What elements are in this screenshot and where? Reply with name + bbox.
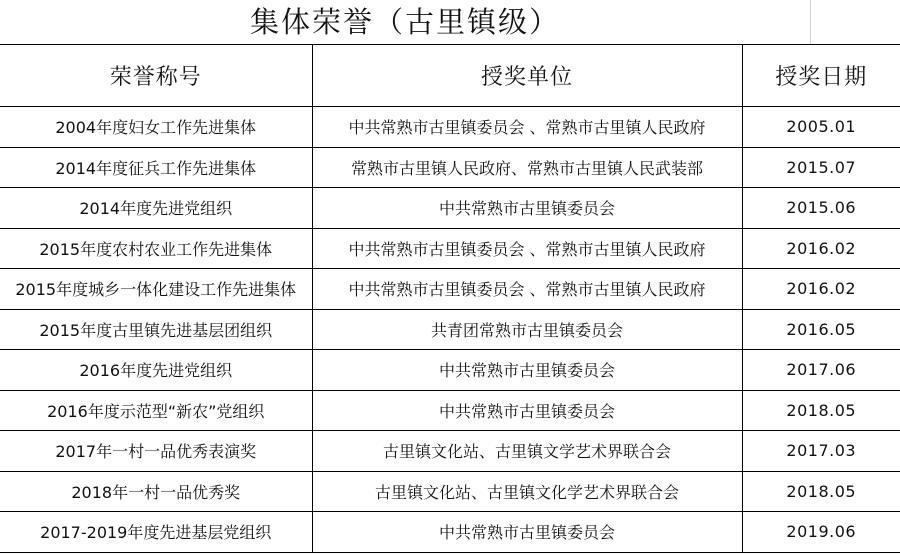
honor-name-cell: 2014年度征兵工作先进集体 — [0, 147, 312, 188]
table-row — [0, 431, 900, 472]
awarding-org-cell: 中共常熟市古里镇委员会 — [312, 512, 742, 553]
honor-name-cell: 2016年度示范型“新农”党组织 — [0, 390, 312, 431]
honor-name-cell: 2014年度先进党组织 — [0, 188, 312, 229]
award-date-cell: 2017.06 — [742, 350, 900, 391]
table-row — [0, 228, 900, 269]
honor-name-cell: 2016年度先进党组织 — [0, 350, 312, 391]
table-row — [0, 390, 900, 431]
table-row — [0, 107, 900, 148]
award-date-cell: 2019.06 — [742, 512, 900, 553]
table-row — [0, 471, 900, 512]
honor-name-cell: 2004年度妇女工作先进集体 — [0, 107, 312, 148]
award-date-cell: 2016.05 — [742, 309, 900, 350]
header-awarding-org: 授奖单位 — [312, 45, 742, 107]
award-date-cell: 2015.06 — [742, 188, 900, 229]
honor-name-cell: 2017-2019年度先进基层党组织 — [0, 512, 312, 553]
honor-name-cell: 2015年度农村农业工作先进集体 — [0, 228, 312, 269]
award-date-cell: 2017.03 — [742, 431, 900, 472]
honor-name-cell: 2015年度古里镇先进基层团组织 — [0, 309, 312, 350]
honor-name-cell: 2017年一村一品优秀表演奖 — [0, 431, 312, 472]
award-date-cell: 2018.05 — [742, 471, 900, 512]
table-row — [0, 188, 900, 229]
awarding-org-cell: 中共常熟市古里镇委员会 、常熟市古里镇人民政府 — [312, 269, 742, 310]
table-row — [0, 309, 900, 350]
awarding-org-cell: 中共常熟市古里镇委员会 、常熟市古里镇人民政府 — [312, 107, 742, 148]
table-row — [0, 512, 900, 553]
title-empty-cell — [810, 0, 900, 45]
award-date-cell: 2016.02 — [742, 269, 900, 310]
table-row — [0, 269, 900, 310]
award-date-cell: 2018.05 — [742, 390, 900, 431]
awarding-org-cell: 中共常熟市古里镇委员会 、常熟市古里镇人民政府 — [312, 228, 742, 269]
sheet-title: 集体荣誉（古里镇级） — [0, 0, 810, 45]
awarding-org-cell: 古里镇文化站、古里镇文化学艺术界联合会 — [312, 471, 742, 512]
awarding-org-cell: 常熟市古里镇人民政府、常熟市古里镇人民武装部 — [312, 147, 742, 188]
honor-name-cell: 2015年度城乡一体化建设工作先进集体 — [0, 269, 312, 310]
awarding-org-cell: 中共常熟市古里镇委员会 — [312, 390, 742, 431]
awarding-org-cell: 中共常熟市古里镇委员会 — [312, 188, 742, 229]
honor-name-cell: 2018年一村一品优秀奖 — [0, 471, 312, 512]
header-row — [0, 45, 900, 107]
table-row — [0, 147, 900, 188]
award-date-cell: 2015.07 — [742, 147, 900, 188]
honors-table — [0, 44, 900, 553]
awarding-org-cell: 古里镇文化站、古里镇文学艺术界联合会 — [312, 431, 742, 472]
awarding-org-cell: 中共常熟市古里镇委员会 — [312, 350, 742, 391]
header-honor-name: 荣誉称号 — [0, 45, 312, 107]
awarding-org-cell: 共青团常熟市古里镇委员会 — [312, 309, 742, 350]
header-award-date: 授奖日期 — [742, 45, 900, 107]
award-date-cell: 2005.01 — [742, 107, 900, 148]
table-row — [0, 350, 900, 391]
award-date-cell: 2016.02 — [742, 228, 900, 269]
